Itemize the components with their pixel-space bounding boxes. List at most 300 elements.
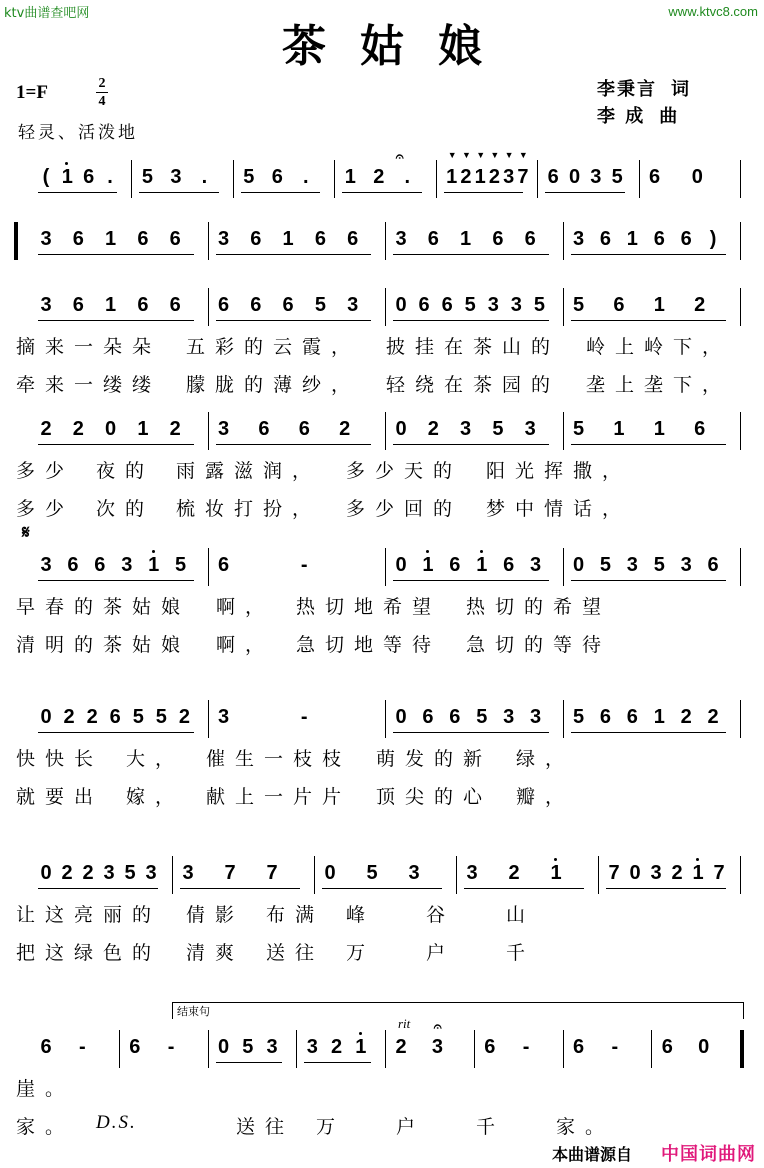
note: 1 xyxy=(653,294,665,316)
note: 0 xyxy=(629,862,641,884)
note: 3 xyxy=(487,294,499,316)
lyric-segment: 家。 xyxy=(16,1116,75,1138)
note: 6 xyxy=(613,294,625,316)
note: 2 xyxy=(395,1036,407,1058)
note: . xyxy=(107,166,113,188)
lyric-line-1 xyxy=(0,332,764,360)
lyric-segment: 嫁， xyxy=(126,786,185,808)
tempo-marking: 轻灵、活泼地 xyxy=(18,123,138,143)
lyric-segment: 岭上岭下， xyxy=(586,336,732,358)
barline xyxy=(131,160,132,198)
accent-icon: ▼ xyxy=(476,150,486,160)
note: 5 xyxy=(124,862,136,884)
lyric-segment: 万 xyxy=(316,1116,346,1138)
lyric-segment: 催生一枝枝 xyxy=(206,748,352,770)
lyric-segment: 牵来一缕缕 xyxy=(16,374,162,396)
note: 6 xyxy=(40,1036,52,1058)
note: . xyxy=(303,166,309,188)
notes-line xyxy=(0,1006,764,1070)
time-signature-bottom: 4 xyxy=(98,94,106,109)
note: 3 xyxy=(590,166,602,188)
lyric-segment: 次的 xyxy=(96,498,155,520)
note: 3 xyxy=(466,862,478,884)
note: 6 xyxy=(314,228,326,250)
lyric-segment: 绿， xyxy=(516,748,575,770)
fermata-icon: 𝄐 xyxy=(433,1018,442,1034)
lyric-segment: 急切的等待 xyxy=(466,634,612,656)
note: 5 xyxy=(243,166,255,188)
lyric-segment: 多少天的 xyxy=(346,460,463,482)
note: 3 xyxy=(347,294,359,316)
note: 2 xyxy=(40,418,52,440)
note: 5 xyxy=(155,706,167,728)
notes-line xyxy=(0,700,764,740)
beam-underline xyxy=(139,192,218,193)
note: 3 xyxy=(395,228,407,250)
barline xyxy=(119,1030,120,1068)
lyric-segment: D.S. xyxy=(96,1112,137,1133)
beam-underline xyxy=(38,254,194,255)
score-row-chorus-3 xyxy=(0,856,764,896)
lyric-line-1 xyxy=(0,456,764,484)
beam-underline xyxy=(571,732,727,733)
barline xyxy=(563,288,564,326)
note: 1 xyxy=(653,706,665,728)
barline xyxy=(740,700,741,738)
note: 6 xyxy=(298,418,310,440)
lyric-segment: 急切地等待 xyxy=(296,634,442,656)
note: 1 xyxy=(137,418,149,440)
composer-name: 李 成 xyxy=(597,106,646,127)
note: 6 xyxy=(449,554,461,576)
lyric-segment: 家。 xyxy=(556,1116,615,1138)
note: 6 xyxy=(524,228,536,250)
accent-icon: ▼ xyxy=(461,150,471,160)
beam-underline xyxy=(304,1062,371,1063)
lyric-segment: 快快长 xyxy=(16,748,104,770)
note: 1 xyxy=(282,228,294,250)
score-row-repeat-intro xyxy=(0,222,764,262)
beam-underline xyxy=(606,888,726,889)
note: 3 xyxy=(217,228,230,250)
barline xyxy=(740,288,741,326)
note: 6 xyxy=(169,294,181,316)
note: 3 xyxy=(503,166,515,188)
note: 1 xyxy=(105,294,117,316)
lyric-segment: 千 xyxy=(506,942,536,964)
note: 6 xyxy=(217,554,230,576)
note: 6 xyxy=(109,706,121,728)
note: 5 xyxy=(653,554,665,576)
note: 6 xyxy=(492,228,504,250)
note: 5 xyxy=(242,1036,254,1058)
note: 0 xyxy=(324,862,336,884)
note: 3 xyxy=(40,294,52,316)
note: 2 xyxy=(86,706,98,728)
notes-line xyxy=(0,522,764,588)
barline xyxy=(537,160,538,198)
note: 6 xyxy=(83,166,95,188)
note: 5 xyxy=(572,418,585,440)
note: 2 xyxy=(460,166,472,188)
note: 6 xyxy=(282,294,294,316)
lyric-line-2 xyxy=(0,938,764,966)
note: - xyxy=(167,1036,175,1058)
lyric-segment: 户 xyxy=(426,942,456,964)
score-row-verse-2 xyxy=(0,412,764,452)
note: 1 xyxy=(474,554,490,577)
key-signature: 1=F xyxy=(16,82,48,103)
segno-icon: 𝄋 xyxy=(22,522,30,542)
note: 2 xyxy=(72,418,84,440)
note: 0 xyxy=(40,862,52,884)
note: 6 xyxy=(599,706,611,728)
note: 5 xyxy=(175,554,187,576)
accent-icon: ▼ xyxy=(518,150,528,160)
lyric-line-1 xyxy=(0,744,764,772)
note: 3 xyxy=(626,554,638,576)
barline xyxy=(208,548,209,586)
lyric-segment: 让这亮丽的 xyxy=(16,904,162,926)
lyricist-credit xyxy=(597,75,691,101)
barline xyxy=(651,1030,652,1068)
beam-underline xyxy=(38,444,194,445)
note: 0 xyxy=(691,166,703,188)
lyric-segment: 顶尖的心 xyxy=(376,786,493,808)
note: 6 xyxy=(707,554,719,576)
score-row-chorus-1 xyxy=(0,522,764,588)
barline xyxy=(208,700,209,738)
beam-underline xyxy=(571,254,727,255)
barline xyxy=(563,548,564,586)
note: 1 xyxy=(460,228,472,250)
lyric-segment: 多少 xyxy=(16,460,75,482)
note: 2 xyxy=(61,862,73,884)
barline xyxy=(598,856,599,894)
note: 6 xyxy=(418,294,430,316)
barline xyxy=(474,1030,475,1068)
beam-underline xyxy=(180,888,300,889)
composer-credit xyxy=(597,102,679,128)
fermata-icon: 𝄐 xyxy=(395,148,404,164)
note: - xyxy=(522,1036,530,1058)
score-row-chorus-2 xyxy=(0,700,764,740)
barline xyxy=(563,1030,564,1068)
lyric-segment: 谷 xyxy=(426,904,456,926)
barline xyxy=(740,222,741,260)
note: 0 xyxy=(395,554,407,576)
note: 5 xyxy=(366,862,378,884)
lyric-line-2 xyxy=(0,494,764,522)
note: 2 xyxy=(330,1036,343,1058)
lyric-line-2 xyxy=(0,1112,764,1140)
note: 3 xyxy=(431,1036,443,1058)
beam-underline xyxy=(216,1062,283,1063)
note: 0 xyxy=(568,166,581,188)
lyric-segment: 献上一片片 xyxy=(206,786,352,808)
note: - xyxy=(300,554,308,576)
score-row-intro xyxy=(0,148,764,200)
note: 5 xyxy=(314,294,326,316)
note: 7 xyxy=(713,862,725,884)
note: 6 xyxy=(72,294,84,316)
note: 2 xyxy=(488,166,500,188)
lyric-segment: 瓣， xyxy=(516,786,575,808)
note: 0 xyxy=(105,418,117,440)
barline xyxy=(296,1030,297,1068)
note: . xyxy=(404,166,411,188)
note: 3 xyxy=(460,418,472,440)
note: 1 xyxy=(690,862,706,885)
lyric-segment: 送往 xyxy=(266,942,325,964)
lyric-segment: 梳妆打扮， xyxy=(176,498,322,520)
note: 5 xyxy=(132,706,144,728)
note: 6 xyxy=(250,294,262,316)
note: 3 xyxy=(182,862,194,884)
note: - xyxy=(611,1036,619,1058)
beam-underline xyxy=(216,444,372,445)
barline xyxy=(639,160,640,198)
note: 7 xyxy=(266,862,278,884)
lyric-segment: 披挂在茶山的 xyxy=(386,336,561,358)
barline xyxy=(563,222,564,260)
note: 6 xyxy=(347,228,359,250)
note: 5 xyxy=(533,294,545,316)
note: 6 xyxy=(67,554,79,576)
barline xyxy=(172,856,173,894)
note: 6 xyxy=(484,1036,496,1058)
note: 5 xyxy=(611,166,623,188)
lyric-segment: 热切的希望 xyxy=(466,596,612,618)
note: 5 xyxy=(572,294,585,316)
lyric-segment: 布满 xyxy=(266,904,325,926)
beam-underline xyxy=(38,320,194,321)
notes-line xyxy=(0,856,764,896)
lyric-line-2 xyxy=(0,370,764,398)
lyric-segment: 多少回的 xyxy=(346,498,463,520)
song-title: 茶姑娘 xyxy=(282,21,516,72)
beam-underline xyxy=(571,444,727,445)
note: 1 xyxy=(353,1036,369,1059)
note: 2 xyxy=(169,418,181,440)
barline xyxy=(208,288,209,326)
note: 1 xyxy=(474,166,486,188)
lyric-segment: 梦中情话， xyxy=(486,498,632,520)
barline xyxy=(385,1030,386,1068)
note: 1 xyxy=(59,166,75,189)
accent-icon: ▼ xyxy=(447,150,457,160)
note: 6 xyxy=(572,1036,585,1058)
note: 0 xyxy=(40,706,52,728)
beam-underline xyxy=(393,732,549,733)
barline xyxy=(208,222,209,260)
note: ) xyxy=(709,228,717,250)
beam-underline xyxy=(571,320,727,321)
lyric-segment: 轻绕在茶园的 xyxy=(386,374,561,396)
note: 2 xyxy=(508,862,520,884)
lyric-line-2 xyxy=(0,782,764,810)
lyric-segment: 山 xyxy=(506,904,536,926)
beam-underline xyxy=(216,320,372,321)
note: 6 xyxy=(217,294,230,316)
barline xyxy=(436,160,437,198)
lyric-segment: 阳光挥撒， xyxy=(486,460,632,482)
beam-underline xyxy=(38,888,158,889)
composer-role: 曲 xyxy=(659,106,680,127)
watermark-left: ktv曲谱查吧网 xyxy=(4,6,90,21)
lyric-segment: 倩影 xyxy=(186,904,245,926)
barline xyxy=(563,700,564,738)
time-signature-top: 2 xyxy=(98,76,106,91)
note: 5 xyxy=(141,166,153,188)
note: 0 xyxy=(395,706,407,728)
note: 6 xyxy=(449,706,461,728)
note: 6 xyxy=(94,554,106,576)
note: 3 xyxy=(40,228,52,250)
barline xyxy=(385,222,386,260)
note: . xyxy=(201,166,208,188)
note: 2 xyxy=(178,706,190,728)
note: 6 xyxy=(250,228,262,250)
time-signature xyxy=(96,76,108,109)
note: 3 xyxy=(170,166,182,188)
lyric-segment: 大， xyxy=(126,748,185,770)
notes-line xyxy=(0,148,764,200)
barline xyxy=(740,1030,744,1068)
lyric-segment: 夜的 xyxy=(96,460,155,482)
beam-underline xyxy=(444,192,523,193)
note: 0 xyxy=(217,1036,230,1058)
lyric-segment: 雨露滋润， xyxy=(176,460,322,482)
score-row-ending xyxy=(0,1006,764,1070)
note: 3 xyxy=(217,418,230,440)
note: 2 xyxy=(427,418,439,440)
barline xyxy=(385,700,386,738)
accent-icon: ▼ xyxy=(490,150,500,160)
lyric-segment: 千 xyxy=(476,1116,506,1138)
lyric-segment: 摘来一朵朵 xyxy=(16,336,162,358)
note: 3 xyxy=(306,1036,318,1058)
notes-line xyxy=(0,412,764,452)
beam-underline xyxy=(322,888,442,889)
repeat-end-barline xyxy=(208,1030,209,1068)
note: 6 xyxy=(137,228,149,250)
beam-underline xyxy=(393,320,549,321)
notes-line xyxy=(0,288,764,328)
note: 0 xyxy=(395,418,407,440)
barline xyxy=(740,412,741,450)
note: ( xyxy=(42,166,50,188)
lyric-line-1 xyxy=(0,1074,764,1102)
barline xyxy=(563,412,564,450)
lyric-segment: 热切地希望 xyxy=(296,596,442,618)
beam-underline xyxy=(38,580,194,581)
note: - xyxy=(300,706,308,728)
lyric-segment: 送往 xyxy=(236,1116,295,1138)
barline xyxy=(456,856,457,894)
note: 1 xyxy=(344,166,356,188)
note: 5 xyxy=(476,706,488,728)
beam-underline xyxy=(571,580,727,581)
watermark-right: www.ktvc8.com xyxy=(668,4,758,19)
accent-icon: ▼ xyxy=(504,150,514,160)
note: 3 xyxy=(40,554,52,576)
lyric-segment: 峰 xyxy=(346,904,376,926)
beam-underline xyxy=(393,254,549,255)
note: 3 xyxy=(680,554,692,576)
note: 3 xyxy=(121,554,133,576)
note: 5 xyxy=(599,554,611,576)
note: 2 xyxy=(82,862,94,884)
barline xyxy=(314,856,315,894)
lyric-line-1 xyxy=(0,592,764,620)
beam-underline xyxy=(464,888,584,889)
lyric-segment: 啊， xyxy=(216,596,275,618)
note: 1 xyxy=(446,166,458,188)
note: 6 xyxy=(169,228,181,250)
note: 3 xyxy=(530,706,542,728)
note: 6 xyxy=(271,166,283,188)
note: 6 xyxy=(694,418,706,440)
lyric-segment: 朦胧的薄纱， xyxy=(186,374,361,396)
barline xyxy=(740,856,741,894)
barline xyxy=(208,412,209,450)
note: 3 xyxy=(650,862,662,884)
note: 6 xyxy=(599,228,611,250)
note: 6 xyxy=(626,706,638,728)
note: 2 xyxy=(63,706,75,728)
note: 1 xyxy=(146,554,162,577)
note: 2 xyxy=(671,862,683,884)
note: 6 xyxy=(547,166,559,188)
note: 0 xyxy=(698,1036,710,1058)
lyric-segment: 清明的茶姑娘 xyxy=(16,634,191,656)
note: 3 xyxy=(103,862,115,884)
barline xyxy=(334,160,335,198)
note: 5 xyxy=(572,706,585,728)
note: 2 xyxy=(694,294,706,316)
beam-underline xyxy=(38,732,194,733)
barline xyxy=(385,548,386,586)
note: 0 xyxy=(572,554,585,576)
beam-underline xyxy=(38,192,117,193)
note: 6 xyxy=(653,228,665,250)
note: 1 xyxy=(613,418,625,440)
score-row-verse-1 xyxy=(0,288,764,328)
note: 5 xyxy=(492,418,504,440)
barline xyxy=(740,160,741,198)
note: 6 xyxy=(258,418,270,440)
beam-underline xyxy=(545,192,624,193)
note: 1 xyxy=(626,228,638,250)
note: 3 xyxy=(266,1036,278,1058)
note: 2 xyxy=(339,418,351,440)
note: 6 xyxy=(680,228,692,250)
lyricist-name: 李秉言 xyxy=(597,79,657,100)
note: 6 xyxy=(649,166,661,188)
coda-bracket: 结束句 xyxy=(172,1002,744,1019)
lyric-segment: 把这绿色的 xyxy=(16,942,162,964)
note: 2 xyxy=(707,706,719,728)
barline xyxy=(385,288,386,326)
lyric-line-2 xyxy=(0,630,764,658)
note: 6 xyxy=(129,1036,141,1058)
beam-underline xyxy=(342,192,421,193)
note: 1 xyxy=(653,418,665,440)
note: 3 xyxy=(145,862,157,884)
note: 3 xyxy=(510,294,522,316)
lyric-segment: 垄上垄下， xyxy=(586,374,732,396)
